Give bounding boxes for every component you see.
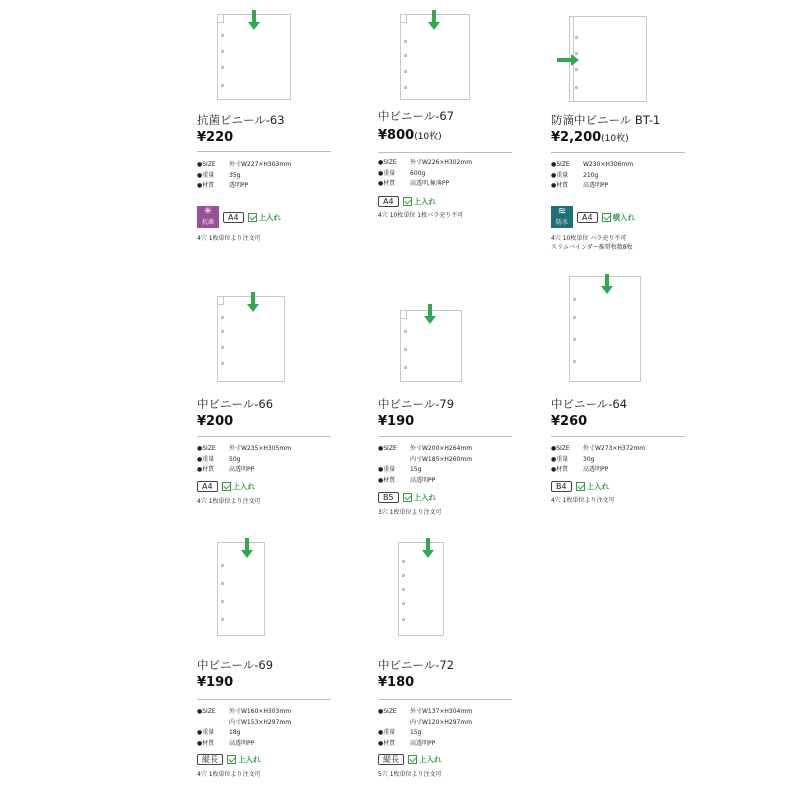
insert-check-icon bbox=[576, 482, 585, 491]
insert-arrow-icon bbox=[422, 538, 434, 558]
product-name: 中ビニール-64 bbox=[551, 397, 628, 411]
order-note: 4穴 10枚単位 1枚バラ売り不可 bbox=[378, 212, 464, 219]
size-badge: B4 bbox=[551, 481, 572, 492]
insert-arrow-icon bbox=[601, 274, 613, 294]
badge-row bbox=[197, 206, 281, 228]
side-insert-arrow-icon bbox=[557, 54, 579, 66]
product-price: ¥190 bbox=[197, 675, 234, 690]
insert-badge: 上入れ bbox=[248, 212, 282, 223]
badge-row bbox=[551, 481, 609, 492]
insert-badge: 上入れ bbox=[403, 492, 437, 503]
order-note: 4穴 1枚単位より注文可 bbox=[197, 498, 261, 505]
waterproof-badge-icon: ≋ 防水 bbox=[551, 206, 573, 228]
size-badge: A4 bbox=[378, 196, 399, 207]
divider bbox=[378, 699, 512, 700]
product-price: ¥220 bbox=[197, 130, 234, 145]
insert-badge: 上入れ bbox=[408, 754, 442, 765]
badge-row bbox=[197, 754, 261, 765]
product-price: ¥200 bbox=[197, 414, 234, 429]
product-price: ¥260 bbox=[551, 414, 588, 429]
product-price: ¥190 bbox=[378, 414, 415, 429]
order-note: 4穴 10枚単位 バラ売り不可 スリムバインダー推奨枚数8枚 bbox=[551, 235, 633, 251]
size-badge: 縦長 bbox=[378, 754, 404, 765]
size-badge: B5 bbox=[378, 492, 399, 503]
product-name: 中ビニール-72 bbox=[378, 658, 455, 672]
antibacterial-badge-icon: ✳ 抗菌 bbox=[197, 206, 219, 228]
insert-badge: 横入れ bbox=[602, 212, 636, 223]
order-note: 4穴 1枚単位より注文可 bbox=[197, 771, 261, 778]
insert-arrow-icon bbox=[241, 538, 253, 558]
product-name: 中ビニール-66 bbox=[197, 397, 274, 411]
product-name: 抗菌ビニール-63 bbox=[197, 113, 285, 127]
product-price: ¥180 bbox=[378, 675, 415, 690]
insert-arrow-icon bbox=[247, 292, 259, 312]
divider bbox=[197, 436, 331, 437]
divider bbox=[378, 436, 512, 437]
side-insert-icon bbox=[602, 213, 611, 222]
insert-arrow-icon bbox=[424, 304, 436, 324]
order-note: 4穴 1枚単位より注文可 bbox=[551, 497, 615, 504]
divider bbox=[378, 152, 512, 153]
badge-row bbox=[378, 754, 442, 765]
size-badge: A4 bbox=[223, 212, 244, 223]
product-name: 中ビニール-67 bbox=[378, 109, 455, 123]
order-note: 3穴 1枚単位より注文可 bbox=[378, 509, 442, 516]
insert-arrow-icon bbox=[248, 10, 260, 30]
insert-arrow-icon bbox=[428, 10, 440, 30]
divider bbox=[551, 152, 685, 153]
product-price: ¥2,200(10枚) bbox=[551, 130, 629, 145]
insert-check-icon bbox=[227, 755, 236, 764]
size-badge: A4 bbox=[197, 481, 218, 492]
divider bbox=[197, 699, 331, 700]
size-badge: 縦長 bbox=[197, 754, 223, 765]
divider bbox=[551, 436, 685, 437]
size-badge: A4 bbox=[577, 212, 598, 223]
insert-check-icon bbox=[403, 493, 412, 502]
insert-badge: 上入れ bbox=[222, 481, 256, 492]
insert-badge: 上入れ bbox=[403, 196, 437, 207]
insert-badge: 上入れ bbox=[576, 481, 610, 492]
product-name: 防滴中ビニール BT-1 bbox=[551, 113, 661, 127]
divider bbox=[197, 151, 331, 152]
badge-row bbox=[551, 206, 635, 228]
product-name: 中ビニール-79 bbox=[378, 397, 455, 411]
order-note: 5穴 1枚単位より注文可 bbox=[378, 771, 442, 778]
insert-check-icon bbox=[408, 755, 417, 764]
insert-badge: 上入れ bbox=[227, 754, 261, 765]
product-price: ¥800(10枚) bbox=[378, 128, 442, 143]
badge-row bbox=[378, 196, 436, 207]
product-name: 中ビニール-69 bbox=[197, 658, 274, 672]
insert-check-icon bbox=[248, 213, 257, 222]
order-note: 4穴 1枚単位より注文可 bbox=[197, 235, 261, 242]
insert-check-icon bbox=[222, 482, 231, 491]
insert-check-icon bbox=[403, 197, 412, 206]
badge-row bbox=[197, 481, 255, 492]
badge-row bbox=[378, 492, 436, 503]
